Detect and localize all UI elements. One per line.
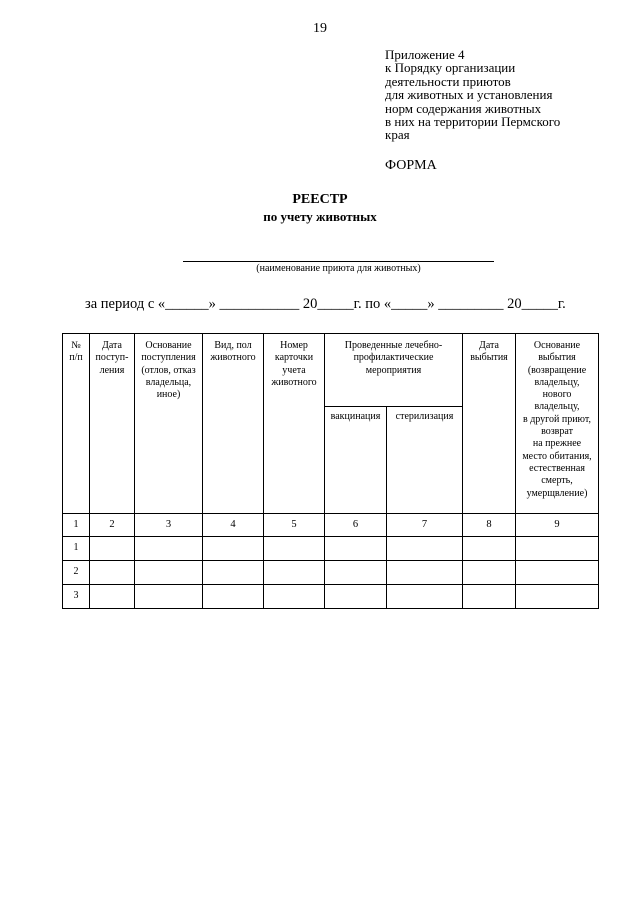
header-line: (возвращение bbox=[527, 364, 587, 376]
header-line: смерть, bbox=[541, 475, 573, 487]
table-cell bbox=[325, 561, 387, 585]
header-line: № bbox=[71, 340, 81, 351]
header-line: животного bbox=[210, 352, 256, 364]
shelter-name-caption: (наименование приюта для животных) bbox=[256, 263, 421, 274]
header-line: возврат bbox=[541, 426, 573, 438]
header-line: карточки bbox=[274, 352, 314, 364]
header-line: животного bbox=[271, 376, 317, 388]
header-species-sex bbox=[203, 334, 264, 514]
table-cell bbox=[203, 537, 264, 561]
table-cell bbox=[135, 537, 203, 561]
appendix-line: деятельности приютов bbox=[385, 73, 511, 89]
header-line: естественная bbox=[529, 462, 585, 474]
table-cell bbox=[135, 561, 203, 585]
column-number: 4 bbox=[203, 514, 264, 537]
header-line: нового bbox=[542, 389, 572, 401]
header-line: иное) bbox=[156, 389, 181, 401]
table-cell bbox=[463, 585, 516, 609]
page-number: 19 bbox=[313, 21, 327, 36]
column-number: 9 bbox=[516, 514, 599, 537]
header-line: Номер bbox=[280, 340, 308, 351]
column-number: 5 bbox=[264, 514, 325, 537]
appendix-line: края bbox=[385, 127, 410, 143]
appendix-block bbox=[385, 48, 560, 142]
header-line: выбытия bbox=[538, 352, 576, 364]
table-cell bbox=[463, 561, 516, 585]
header-measures bbox=[325, 334, 463, 407]
header-line: мероприятия bbox=[365, 364, 422, 376]
table-cell bbox=[264, 537, 325, 561]
column-number: 3 bbox=[135, 514, 203, 537]
column-number-row bbox=[63, 514, 599, 537]
header-arrival-date bbox=[90, 334, 135, 514]
table-cell bbox=[325, 585, 387, 609]
header-line: Дата bbox=[479, 340, 499, 351]
appendix-line: для животных и установления bbox=[385, 87, 553, 103]
header-line: Проведенные лечебно- bbox=[344, 340, 443, 351]
table-row bbox=[63, 561, 599, 585]
table-cell: 3 bbox=[63, 585, 90, 609]
appendix-line: Приложение 4 bbox=[385, 47, 465, 62]
header-line: учета bbox=[282, 364, 306, 376]
header-line: место обитания, bbox=[522, 450, 592, 462]
header-leave-date bbox=[463, 334, 516, 514]
header-line: владельцу, bbox=[534, 401, 580, 413]
table-cell bbox=[516, 537, 599, 561]
header-line: на прежнее bbox=[532, 438, 582, 450]
table-cell bbox=[325, 537, 387, 561]
table-row bbox=[63, 537, 599, 561]
header-num bbox=[63, 334, 90, 514]
table-cell bbox=[203, 561, 264, 585]
table-cell bbox=[387, 561, 463, 585]
period-line: за период с «______» ___________ 20_____г. по «_____» _________ 20_____г. bbox=[85, 296, 566, 312]
header-line: Основание bbox=[533, 340, 581, 351]
table-cell bbox=[90, 561, 135, 585]
header-sterilization: стерилизация bbox=[387, 407, 463, 514]
table-row bbox=[63, 585, 599, 609]
header-card-number bbox=[264, 334, 325, 514]
table-cell bbox=[387, 585, 463, 609]
table-cell bbox=[516, 561, 599, 585]
column-number: 7 bbox=[387, 514, 463, 537]
header-line: (отлов, отказ bbox=[141, 364, 196, 376]
column-number: 1 bbox=[63, 514, 90, 537]
appendix-line: в них на территории Пермского bbox=[385, 114, 561, 130]
header-line: ления bbox=[99, 364, 125, 376]
table-cell bbox=[463, 537, 516, 561]
document-subtitle: по учету животных bbox=[263, 209, 377, 224]
table-cell bbox=[90, 585, 135, 609]
header-arrival-basis bbox=[135, 334, 203, 514]
table-cell bbox=[135, 585, 203, 609]
column-number: 6 bbox=[325, 514, 387, 537]
header-line: Дата bbox=[102, 340, 122, 351]
header-vaccination: вакцинация bbox=[325, 407, 387, 514]
header-line: профилактические bbox=[353, 352, 434, 364]
table-cell bbox=[203, 585, 264, 609]
header-line: владельца, bbox=[145, 376, 192, 388]
table-cell bbox=[516, 585, 599, 609]
header-line: поступления bbox=[141, 352, 196, 364]
table-cell bbox=[264, 561, 325, 585]
header-line: п/п bbox=[69, 352, 83, 364]
column-number: 8 bbox=[463, 514, 516, 537]
header-line: умерщвление) bbox=[526, 487, 588, 499]
header-line: выбытия bbox=[470, 352, 508, 364]
appendix-line: к Порядку организации bbox=[385, 60, 516, 76]
shelter-name-line bbox=[183, 261, 494, 262]
table-cell bbox=[90, 537, 135, 561]
appendix-line: норм содержания животных bbox=[385, 100, 542, 116]
header-line: Вид, пол bbox=[214, 340, 252, 351]
table-cell bbox=[264, 585, 325, 609]
table-cell bbox=[387, 537, 463, 561]
header-line: поступ- bbox=[95, 352, 129, 364]
document-title: РЕЕСТР bbox=[292, 192, 348, 207]
header-line: владельцу, bbox=[534, 376, 580, 388]
column-number: 2 bbox=[90, 514, 135, 537]
form-label: ФОРМА bbox=[385, 158, 437, 173]
header-leave-basis bbox=[516, 334, 599, 514]
table-cell: 2 bbox=[63, 561, 90, 585]
header-line: Основание bbox=[145, 340, 192, 351]
table-cell: 1 bbox=[63, 537, 90, 561]
registry-table bbox=[62, 333, 599, 609]
header-line: в другой приют, bbox=[522, 413, 592, 425]
